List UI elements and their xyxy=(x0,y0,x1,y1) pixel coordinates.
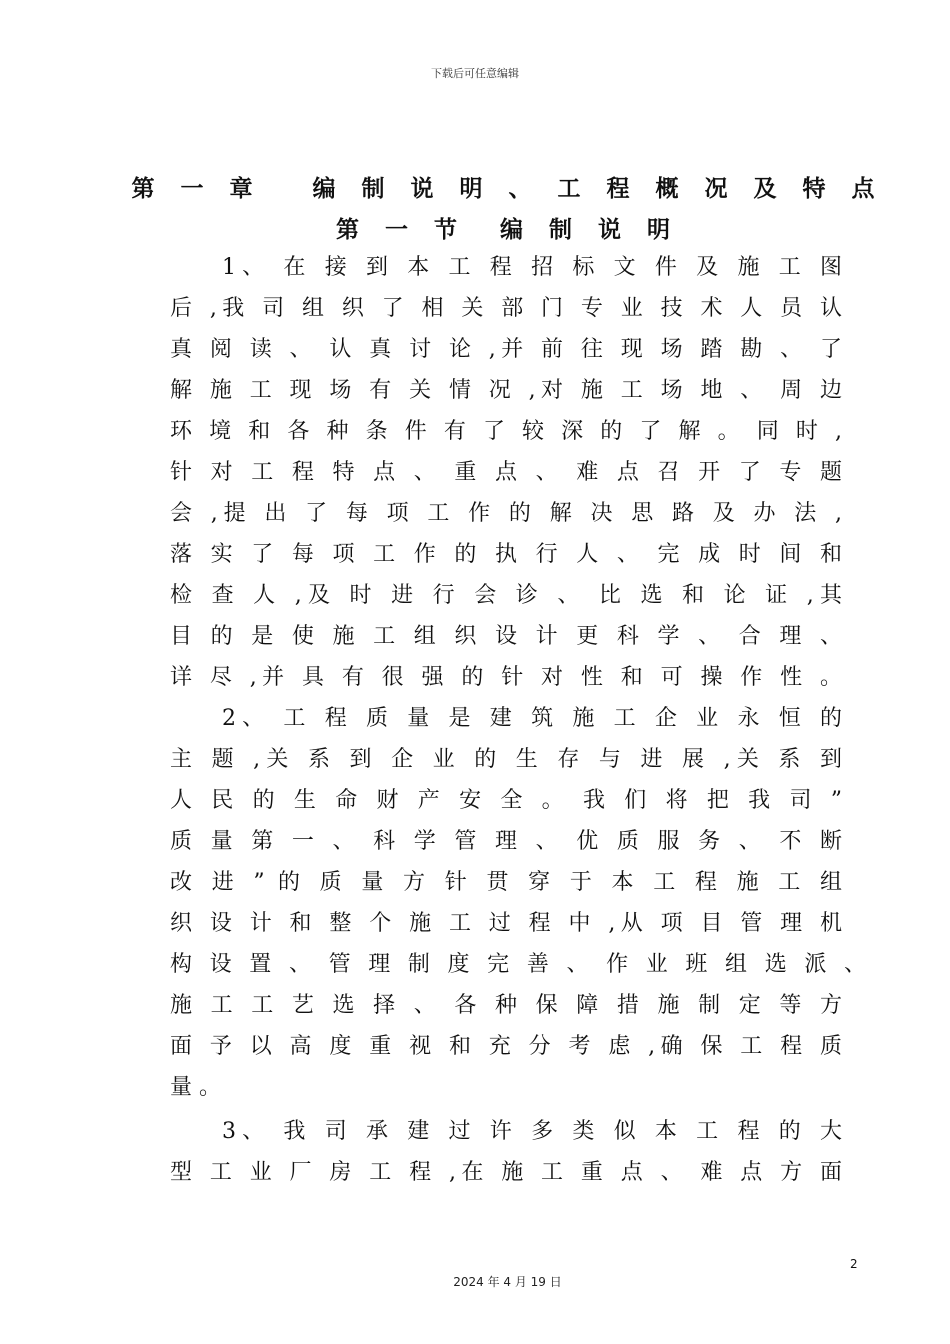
page-number: 2 xyxy=(850,1257,858,1271)
body-line: 施 工 工 艺 选 择 、 各 种 保 障 措 施 制 定 等 方 xyxy=(170,993,842,1018)
body-line: 落 实 了 每 项 工 作 的 执 行 人 、 完 成 时 间 和 xyxy=(170,542,842,567)
body-line: 织 设 计 和 整 个 施 工 过 程 中 ,从 项 目 管 理 机 xyxy=(170,911,842,936)
body-line: 会 ,提 出 了 每 项 工 作 的 解 决 思 路 及 办 法 , xyxy=(170,501,842,526)
body-line: 量 。 xyxy=(170,1075,221,1100)
body-line: 人 民 的 生 命 财 产 安 全 。 我 们 将 把 我 司 ” xyxy=(170,788,842,813)
body-line: 2、 工 程 质 量 是 建 筑 施 工 企 业 永 恒 的 xyxy=(222,706,842,731)
section-title: 第 一 节 编 制 说 明 xyxy=(335,216,680,243)
body-line: 检 查 人 ,及 时 进 行 会 诊 、 比 选 和 论 证 ,其 xyxy=(170,583,842,608)
page-footer-date: 2024 年 4 月 19 日 xyxy=(453,1275,562,1289)
body-line: 质 量 第 一 、 科 学 管 理 、 优 质 服 务 、 不 断 xyxy=(170,829,842,854)
page-header: 下载后可任意编辑 xyxy=(431,67,519,80)
body-text xyxy=(0,250,950,1200)
body-line: 3、 我 司 承 建 过 许 多 类 似 本 工 程 的 大 xyxy=(222,1119,842,1144)
body-line: 针 对 工 程 特 点 、 重 点 、 难 点 召 开 了 专 题 xyxy=(170,460,842,485)
body-line: 详 尽 ,并 具 有 很 强 的 针 对 性 和 可 操 作 性 。 xyxy=(170,665,842,690)
body-line: 型 工 业 厂 房 工 程 ,在 施 工 重 点 、 难 点 方 面 xyxy=(170,1160,842,1185)
body-line: 改 进 ” 的 质 量 方 针 贯 穿 于 本 工 程 施 工 组 xyxy=(170,870,842,895)
chapter-title: 第 一 章 编 制 说 明 、 工 程 概 况 及 特 点 xyxy=(131,175,884,202)
body-line: 主 题 ,关 系 到 企 业 的 生 存 与 进 展 ,关 系 到 xyxy=(170,747,842,772)
body-line: 后 ,我 司 组 织 了 相 关 部 门 专 业 技 术 人 员 认 xyxy=(170,296,842,321)
body-line: 面 予 以 高 度 重 视 和 充 分 考 虑 ,确 保 工 程 质 xyxy=(170,1034,842,1059)
body-line: 构 设 置 、 管 理 制 度 完 善 、 作 业 班 组 选 派 、 xyxy=(170,952,866,977)
body-line: 目 的 是 使 施 工 组 织 设 计 更 科 学 、 合 理 、 xyxy=(170,624,842,649)
body-line: 1、 在 接 到 本 工 程 招 标 文 件 及 施 工 图 xyxy=(222,255,842,280)
body-line: 真 阅 读 、 认 真 讨 论 ,并 前 往 现 场 踏 勘 、 了 xyxy=(170,337,842,362)
body-line: 解 施 工 现 场 有 关 情 况 ,对 施 工 场 地 、 周 边 xyxy=(170,378,842,403)
body-line: 环 境 和 各 种 条 件 有 了 较 深 的 了 解 。 同 时 , xyxy=(170,419,842,444)
